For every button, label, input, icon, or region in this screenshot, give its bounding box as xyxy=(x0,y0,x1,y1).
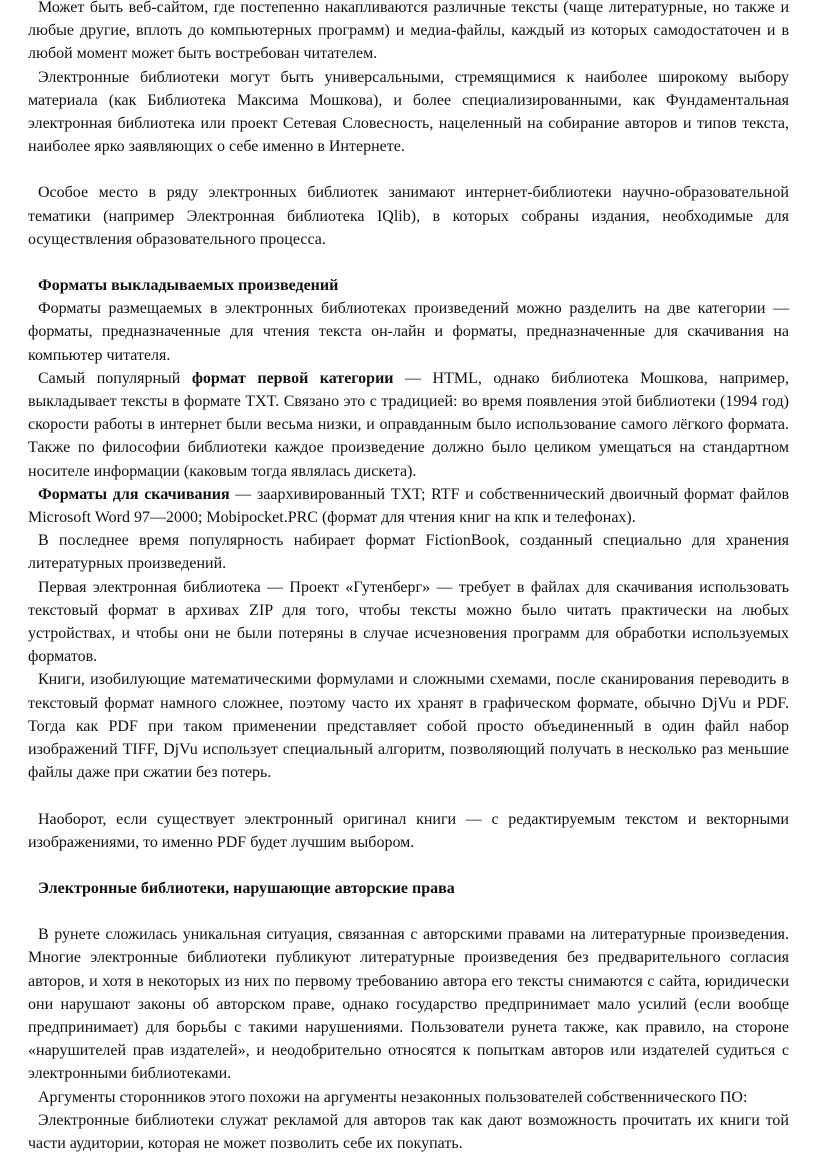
paragraph-arguments: Аргументы сторонников этого похожи на аргументы незаконных пользователей собственнического ПО: xyxy=(38,1088,748,1106)
paragraph-gutenberg: Первая электронная библиотека — Проект «Гутенберг» — требует в файлах для скачивания использовать текстовый формат в архивах ZIP для того, чтобы тексты можно было читать практически на любых устройствах, и чтобы они не были потеряны в случае исчезновения программ для обработки используемых форматов. xyxy=(28,578,789,666)
spacer xyxy=(28,785,789,808)
spacer xyxy=(28,854,789,877)
paragraph-intro: Может быть веб-сайтом, где постепенно накапливаются различные тексты (чаще литературные, но также и любые другие, вплоть до компьютерных программ) и медиа-файлы, каждый из которых самодостаточен и в любой момент может быть востребован читателем. xyxy=(28,0,789,63)
spacer xyxy=(28,158,789,181)
paragraph-pdf-best: Наоборот, если существует электронный оригинал книги — с редактируемым текстом и векторными изображениями, то именно PDF будет лучшим выбором. xyxy=(28,810,789,851)
heading-formats: Форматы выкладываемых произведений xyxy=(38,277,339,295)
paragraph-fictionbook: В последнее время популярность набирает формат FictionBook, созданный специально для хранения литературных произведений. xyxy=(28,532,789,573)
bold-term: формат первой категории xyxy=(191,369,394,387)
paragraph-advertising: Электронные библиотеки служат рекламой для авторов так как дают возможность прочитать их книги той части аудитории, которая не может позволить себе их покупать. xyxy=(28,1111,789,1152)
paragraph-library-types: Электронные библиотеки могут быть универсальными, стремящимися к наиболее широкому выбору материала (как Библиотека Максима Мошкова), и более специализированными, как Фундаментальная электронная библиотека или проект Сетевая Словесность, нацеленный на собирание авторов и типов текста, наиболее ярко заявляющих о себе именно в Интернете. xyxy=(28,68,789,156)
heading-copyright: Электронные библиотеки, нарушающие авторские права xyxy=(38,879,455,897)
text-segment: — заархивированный TXT; RTF и собственнический двоичный формат файлов Microsoft Word 97—2000; Mobipocket.PRC (формат для чтения книг на кпк и телефонах). xyxy=(28,485,789,527)
spacer xyxy=(28,900,789,923)
text-segment: — HTML, однако библиотека Мошкова, например, выкладывает тексты в формате TXT. Связано это с традицией: во время появления этой библиотеки (1994 год) скорости работы в интернет были весьма низки, и оправданным было использование самого лёгкого формата. Также по философии библиотеки каждое произведение должно было целиком умещаться на стандартном носителе информации (каковым тогда являлась дискета). xyxy=(28,369,790,480)
paragraph-download-formats xyxy=(28,483,789,529)
paragraph-first-category xyxy=(28,367,789,483)
bold-term: Форматы для скачивания xyxy=(38,485,230,503)
paragraph-runet-situation: В рунете сложилась уникальная ситуация, связанная с авторскими правами на литературные произведения. Многие электронные библиотеки публикуют литературные произведения без предварительного согласия авторов, и хотя в некоторых из них по первому требованию автора его тексты снимаются с сайта, юридически они нарушают законы об авторском праве, однако государство предпринимает мало усилий (если вообще предпринимает) для борьбы с такими нарушениями. Пользователи рунета также, как правило, на стороне «нарушителей прав издателей», и неодобрительно относятся к попыткам авторов или издателей судиться с электронными библиотеками. xyxy=(28,926,789,1083)
paragraph-educational-libraries: Особое место в ряду электронных библиотек занимают интернет-библиотеки научно-образовательной тематики (например Электронная библиотека IQlib), в которых собраны издания, необходимые для осуществления образовательного процесса. xyxy=(28,184,789,248)
paragraph-djvu-pdf: Книги, изобилующие математическими формулами и сложными схемами, после сканирования переводить в текстовый формат намного сложнее, поэтому часто их хранят в графическом формате, обычно DjVu и PDF. Тогда как PDF при таком применении представляет собой просто объединенный в один файл набор изображений TIFF, DjVu использует специальный алгоритм, позволяющий получать в несколько раз меньшие файлы даже при сжатии без потерь. xyxy=(28,671,789,782)
document-body xyxy=(28,0,789,1155)
spacer xyxy=(28,251,789,274)
paragraph-format-categories: Форматы размещаемых в электронных библиотеках произведений можно разделить на две категории — форматы, предназначенные для чтения текста он-лайн и форматы, предназначенные для скачивания на компьютер читателя. xyxy=(28,300,789,364)
text-segment: Самый популярный xyxy=(38,369,192,387)
